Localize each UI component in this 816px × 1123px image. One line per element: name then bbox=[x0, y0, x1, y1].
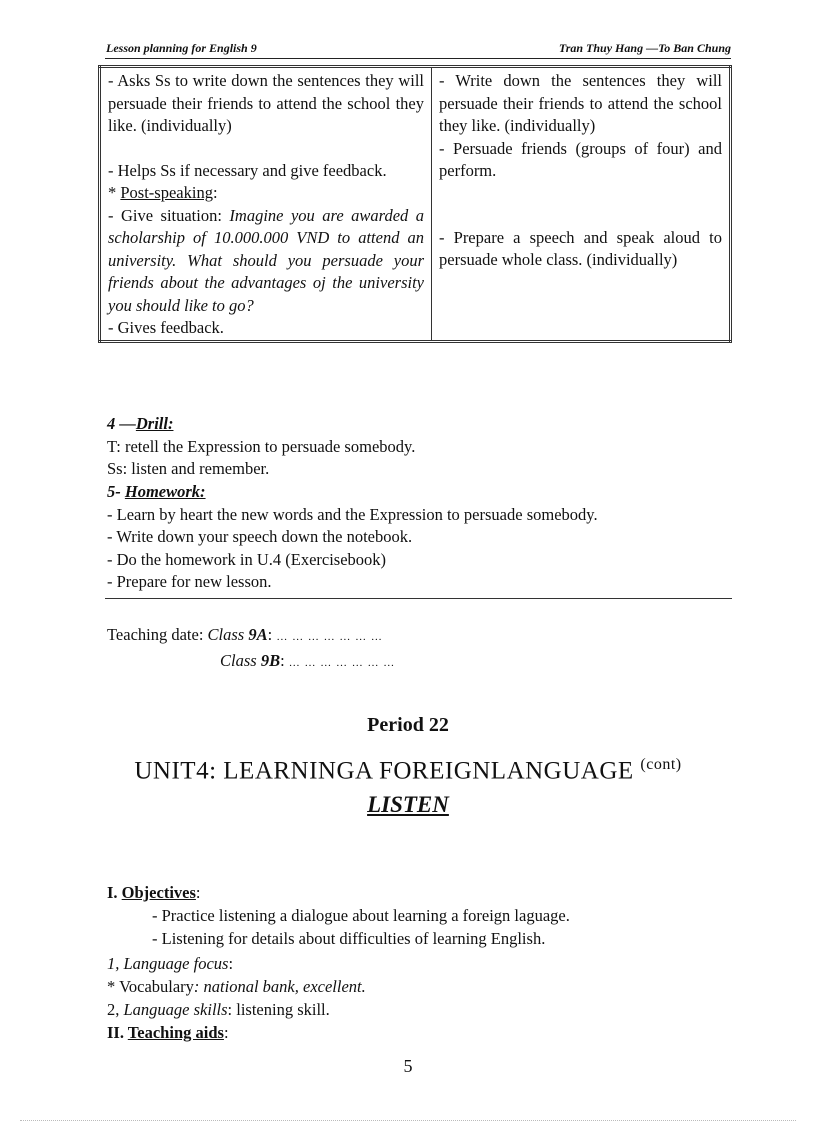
homework-item: - Learn by heart the new words and the Expression to persuade somebody. bbox=[107, 505, 598, 524]
teacher-step-2: - Helps Ss if necessary and give feedback. bbox=[108, 160, 387, 180]
teacher-activities-cell bbox=[100, 67, 432, 342]
post-speaking-label: Post-speaking bbox=[120, 183, 213, 202]
post-speaking-heading bbox=[108, 182, 424, 205]
drill-number: 4 — bbox=[107, 414, 136, 433]
objectives-colon: : bbox=[195, 883, 201, 902]
date-blank: … … … … … … … bbox=[276, 631, 383, 643]
situation-prefix: - Give situation: bbox=[108, 205, 230, 225]
class-word: Class bbox=[220, 651, 257, 670]
teaching-date-9b bbox=[220, 650, 395, 675]
student-step-2: - Persuade friends (groups of four) and perform. bbox=[439, 138, 722, 180]
teacher-step-1: - Asks Ss to write down the sentences they will persuade their friends to attend the school they like. (individually) bbox=[108, 71, 424, 135]
homework-item: - Do the homework in U.4 (Exercisebook) bbox=[107, 550, 387, 569]
objectives-label: Objectives bbox=[121, 883, 196, 902]
page-number: 5 bbox=[403, 1056, 413, 1076]
header-right: Tran Thuy Hang —To Ban Chung bbox=[558, 41, 731, 55]
class-9a: 9A bbox=[248, 625, 268, 644]
period-title: Period 22 bbox=[367, 714, 449, 736]
language-focus-heading bbox=[107, 953, 233, 976]
skills-number: 2, bbox=[107, 1000, 124, 1019]
lesson-table bbox=[98, 65, 732, 343]
homework-number: 5- bbox=[107, 482, 121, 501]
situation-text: Imagine you are awarded a scholarship of 10.000.000 VND to attend an university. What should you persuade your friends about the advantages oj the university you should like to go? bbox=[108, 205, 424, 315]
student-step-3: - Prepare a speech and speak aloud to persuade whole class. (individually) bbox=[439, 227, 722, 269]
vocabulary-line bbox=[107, 976, 366, 999]
colon: : bbox=[267, 625, 273, 644]
date-blank: … … … … … … … bbox=[288, 657, 396, 669]
unit-title-suffix: (cont) bbox=[640, 756, 682, 773]
unit-title-text: UNIT4: LEARNINGA FOREIGNLANGUAGE bbox=[134, 757, 634, 785]
skills-text: : listening skill. bbox=[227, 1000, 330, 1019]
teaching-date-9a bbox=[107, 624, 383, 649]
teaching-aids-number: II. bbox=[107, 1023, 124, 1042]
drill-students-line: Ss: listen and remember. bbox=[107, 459, 270, 478]
teaching-aids-label: Teaching aids bbox=[127, 1023, 224, 1042]
bullet-star: * bbox=[108, 183, 121, 202]
colon: : bbox=[280, 651, 285, 670]
language-skills-line bbox=[107, 999, 330, 1022]
teaching-aids-colon: : bbox=[223, 1023, 229, 1042]
teacher-step-feedback: - Gives feedback. bbox=[108, 318, 224, 337]
teacher-step-situation bbox=[108, 205, 424, 318]
header-rule bbox=[105, 58, 731, 59]
homework-heading bbox=[107, 481, 206, 504]
post-speaking-colon: : bbox=[212, 183, 218, 202]
student-step-1: - Write down the sentences they will persuade their friends to attend the school they like. (individually) bbox=[439, 71, 722, 135]
section-divider bbox=[105, 598, 732, 599]
drill-heading bbox=[107, 413, 173, 436]
student-activities-cell bbox=[432, 67, 731, 342]
drill-label: Drill: bbox=[135, 414, 174, 433]
skills-label: Language skills bbox=[123, 1000, 228, 1019]
homework-item: - Write down your speech down the notebook. bbox=[107, 527, 413, 546]
drill-teacher-line: T: retell the Expression to persuade somebody. bbox=[107, 437, 416, 456]
language-focus-colon: : bbox=[228, 954, 234, 973]
unit-title bbox=[0, 756, 816, 785]
language-focus-number: 1, bbox=[107, 954, 124, 973]
homework-label: Homework: bbox=[124, 482, 206, 501]
objective-item: - Practice listening a dialogue about learning a foreign laguage. bbox=[152, 906, 570, 925]
objectives-heading bbox=[107, 882, 201, 905]
teaching-date-label: Teaching date: bbox=[107, 625, 208, 644]
section-title: LISTEN bbox=[367, 792, 449, 817]
homework-item: - Prepare for new lesson. bbox=[107, 572, 272, 591]
class-word: Class bbox=[207, 625, 245, 644]
vocabulary-items: : national bank, excellent. bbox=[193, 977, 366, 996]
page-bottom-border bbox=[20, 1120, 796, 1121]
class-9b: 9B bbox=[260, 651, 281, 670]
teaching-aids-heading bbox=[107, 1022, 229, 1045]
language-focus-label: Language focus bbox=[123, 954, 229, 973]
objectives-number: I. bbox=[107, 883, 118, 902]
header-left: Lesson planning for English 9 bbox=[106, 41, 257, 55]
objective-item: - Listening for details about difficulties of learning English. bbox=[152, 929, 546, 948]
vocabulary-prefix: * Vocabulary bbox=[107, 977, 194, 996]
